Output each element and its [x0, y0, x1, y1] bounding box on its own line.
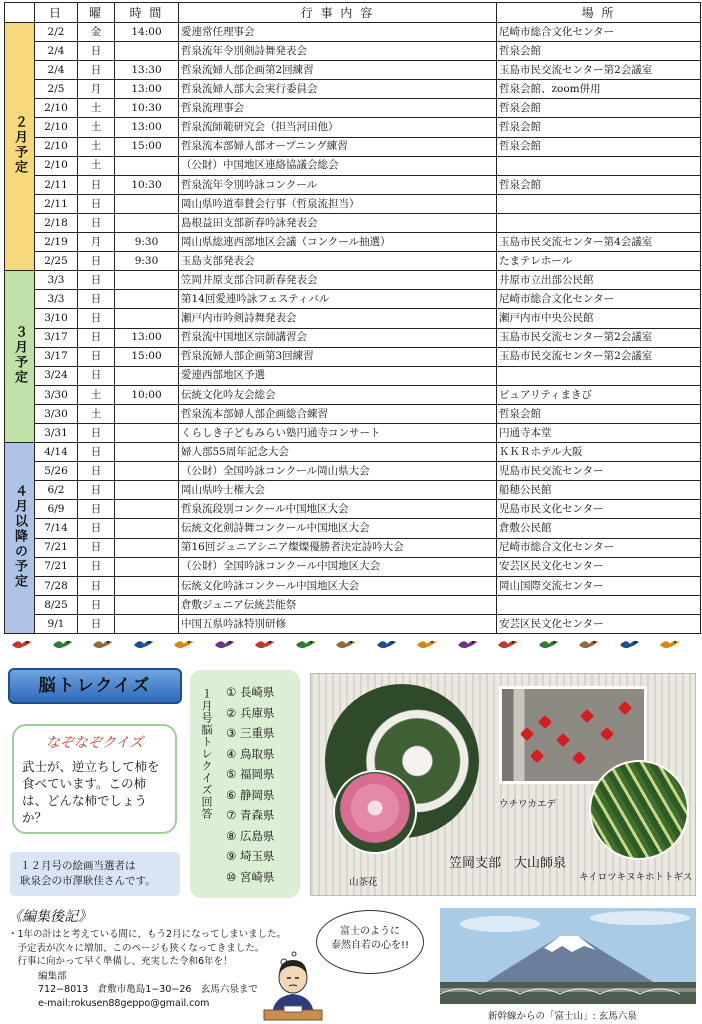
place-cell: 尼崎市総合文化センター: [497, 23, 701, 42]
day-of-week-cell: 日: [78, 519, 115, 538]
winner-line-2: 耿泉会の市澤耿佳さんです。: [20, 875, 156, 887]
time-cell: 9:30: [115, 233, 179, 252]
place-cell: 玉島市民交流センター第4会議室: [497, 233, 701, 252]
schedule-row: [5, 213, 701, 232]
editor-address: 712−8013 倉敷市亀島1−30−26 玄馬六泉まで: [38, 984, 258, 995]
riddle-text: 武士が、逆立ちして柿を食べています。この柿は、どんな柿でしょうか？: [22, 759, 160, 825]
day-of-week-cell: 日: [78, 252, 115, 271]
bird-icon: [415, 636, 437, 652]
day-of-week-cell: 日: [78, 42, 115, 61]
bird-icon: [132, 636, 154, 652]
toad-lily-photo: [589, 760, 689, 860]
event-cell: 哲泉流中国地区宗師講習会: [179, 328, 497, 347]
date-cell: 3/17: [35, 347, 78, 366]
speech-bubble: [316, 910, 424, 974]
place-cell: 瀬戸内市中央公民館: [497, 309, 701, 328]
schedule-row: [5, 462, 701, 481]
place-cell: [497, 194, 701, 213]
maple-leaf-shape: [572, 751, 586, 765]
time-cell: [115, 309, 179, 328]
day-of-week-cell: 日: [78, 61, 115, 80]
schedule-row: [5, 614, 701, 633]
bird-icon: [577, 636, 599, 652]
date-cell: 7/21: [35, 538, 78, 557]
event-cell: 伝統文化吟友会総会: [179, 385, 497, 404]
schedule-row: [5, 156, 701, 175]
day-of-week-cell: 日: [78, 290, 115, 309]
event-cell: 哲泉流年令別吟詠コンクール: [179, 175, 497, 194]
place-cell: [497, 595, 701, 614]
date-cell: 2/5: [35, 80, 78, 99]
date-cell: 9/1: [35, 614, 78, 633]
bird-icon: [294, 636, 316, 652]
bubble-line-1: 富士のように: [340, 926, 400, 937]
schedule-row: [5, 500, 701, 519]
date-cell: 3/3: [35, 271, 78, 290]
header-place: 場 所: [497, 3, 701, 23]
schedule-row: [5, 80, 701, 99]
time-cell: [115, 443, 179, 462]
place-cell: ＫＫＲホテル大阪: [497, 443, 701, 462]
day-of-week-cell: 土: [78, 137, 115, 156]
answer-item: ⑦ 青森県: [226, 808, 275, 822]
day-of-week-cell: 日: [78, 309, 115, 328]
date-cell: 5/26: [35, 462, 78, 481]
afterword-text: ・1年の計はと考えている間に、もう2月になってしまいました。 予定表が次々に増加、このページも狭くなってきました。 行事に向かって早く準備し、充実した令和6年を！: [8, 929, 287, 967]
place-cell: [497, 366, 701, 385]
caption-camellia: 山茶花: [349, 877, 378, 888]
bird-icon: [51, 636, 73, 652]
event-cell: （公財）全国吟詠コンクール岡山県大会: [179, 462, 497, 481]
day-of-week-cell: 日: [78, 500, 115, 519]
time-cell: 14:00: [115, 23, 179, 42]
day-of-week-cell: 日: [78, 443, 115, 462]
place-cell: ピュアリティまきび: [497, 385, 701, 404]
day-of-week-cell: 日: [78, 614, 115, 633]
day-of-week-cell: 土: [78, 385, 115, 404]
header-event: 行 事 内 容: [179, 3, 497, 23]
answer-item: ⑧ 広島県: [226, 828, 275, 843]
day-of-week-cell: 日: [78, 423, 115, 442]
date-cell: 3/31: [35, 423, 78, 442]
afterword-title: 《編集後記》: [8, 909, 92, 925]
schedule-row: [5, 481, 701, 500]
day-of-week-cell: 日: [78, 462, 115, 481]
event-cell: 第16回ジュニアシニア燦燦優勝者決定詩吟大会: [179, 538, 497, 557]
winner-announcement: [10, 852, 180, 896]
date-cell: 2/10: [35, 156, 78, 175]
date-cell: 2/11: [35, 175, 78, 194]
answer-item: ③ 三重県: [226, 726, 275, 740]
answer-item: ⑩ 宮崎県: [226, 869, 275, 884]
event-cell: 笠岡井原支部合同新春発表会: [179, 271, 497, 290]
month-label-cell: [5, 271, 35, 443]
time-cell: 9:30: [115, 252, 179, 271]
place-cell: 玉島市民交流センター第2会議室: [497, 347, 701, 366]
time-cell: 13:00: [115, 80, 179, 99]
date-cell: 3/30: [35, 404, 78, 423]
place-cell: 井原市立出部公民館: [497, 271, 701, 290]
winner-line-1: １２月号の絵画当選者は: [20, 860, 136, 872]
event-cell: 第14回愛連吟詠フェスティバル: [179, 290, 497, 309]
date-cell: 2/10: [35, 118, 78, 137]
place-cell: 哲泉会館: [497, 42, 701, 61]
place-cell: [497, 156, 701, 175]
event-cell: 倉敷ジュニア伝統芸能祭: [179, 595, 497, 614]
time-cell: [115, 500, 179, 519]
schedule-header-row: [5, 3, 701, 23]
event-cell: 伝統文化吟詠コンクール中国地区大会: [179, 576, 497, 595]
time-cell: [115, 42, 179, 61]
bird-icon: [375, 636, 397, 652]
writing-man-illustration: [258, 936, 328, 1022]
event-cell: （公財）中国地区連絡協議会総会: [179, 156, 497, 175]
event-cell: 婦人部55周年記念大会: [179, 443, 497, 462]
event-cell: 岡山県総連西部地区会議（コンクール抽選）: [179, 233, 497, 252]
bird-icon: [537, 636, 559, 652]
date-cell: 8/25: [35, 595, 78, 614]
time-cell: [115, 519, 179, 538]
time-cell: [115, 290, 179, 309]
header-time: 時 間: [115, 3, 179, 23]
schedule-row: [5, 309, 701, 328]
answer-item: ② 兵庫県: [226, 705, 275, 720]
place-cell: 哲泉会館: [497, 137, 701, 156]
time-cell: 10:30: [115, 175, 179, 194]
month-label: ３月予定: [12, 325, 27, 386]
date-cell: 7/28: [35, 576, 78, 595]
day-of-week-cell: 金: [78, 23, 115, 42]
event-cell: 哲泉流本部婦人部企画総合練習: [179, 404, 497, 423]
time-cell: 13:00: [115, 328, 179, 347]
event-cell: 愛連西部地区予選: [179, 366, 497, 385]
place-cell: 船穂公民館: [497, 481, 701, 500]
schedule-body: [5, 23, 701, 634]
day-of-week-cell: 日: [78, 366, 115, 385]
answer-item: ⑥ 静岡県: [226, 787, 275, 802]
place-cell: 哲泉会館: [497, 404, 701, 423]
schedule-row: [5, 23, 701, 42]
header-date: 日: [35, 3, 78, 23]
place-cell: たまテレホール: [497, 252, 701, 271]
place-cell: 玉島市民交流センター第2会議室: [497, 328, 701, 347]
maple-leaf-shape: [520, 727, 534, 741]
schedule-row: [5, 194, 701, 213]
time-cell: [115, 271, 179, 290]
maple-leaf-shape: [530, 749, 544, 763]
time-cell: [115, 538, 179, 557]
day-of-week-cell: 日: [78, 328, 115, 347]
place-cell: 児島市民文化センター: [497, 500, 701, 519]
time-cell: [115, 194, 179, 213]
day-of-week-cell: 土: [78, 118, 115, 137]
place-cell: 尼崎市総合文化センター: [497, 290, 701, 309]
event-cell: 玉島支部発表会: [179, 252, 497, 271]
date-cell: 3/17: [35, 328, 78, 347]
fuji-caption: 新幹線からの「富士山」: 玄馬六泉: [488, 1011, 637, 1022]
place-cell: 玉島市民交流センター第2会議室: [497, 61, 701, 80]
time-cell: [115, 423, 179, 442]
time-cell: 13:00: [115, 118, 179, 137]
place-cell: 哲泉会館: [497, 175, 701, 194]
caption-maple: ウチワカエデ: [499, 799, 557, 810]
date-cell: 2/25: [35, 252, 78, 271]
place-cell: 児島市民交流センター: [497, 462, 701, 481]
day-of-week-cell: 日: [78, 213, 115, 232]
date-cell: 2/2: [35, 23, 78, 42]
event-cell: 愛連常任理事会: [179, 23, 497, 42]
bird-icon: [658, 636, 680, 652]
schedule-row: [5, 538, 701, 557]
schedule-row: [5, 385, 701, 404]
schedule-table: [4, 2, 701, 634]
editor-email[interactable]: e-mail:rokusen88geppo@gmail.com: [38, 997, 210, 1009]
schedule-row: [5, 233, 701, 252]
date-cell: 7/21: [35, 557, 78, 576]
date-cell: 2/11: [35, 194, 78, 213]
event-cell: 伝統文化剣詩舞コンクール中国地区大会: [179, 519, 497, 538]
date-cell: 3/10: [35, 309, 78, 328]
date-cell: 2/10: [35, 99, 78, 118]
date-cell: 2/10: [35, 137, 78, 156]
month-label-cell: [5, 23, 35, 271]
schedule-row: [5, 423, 701, 442]
mount-fuji-photo: [440, 908, 696, 1004]
header-day-of-week: 曜: [78, 3, 115, 23]
answer-item: ⑨ 埼玉県: [226, 849, 275, 863]
event-cell: 哲泉流師範研究会（担当河田他）: [179, 118, 497, 137]
quiz-answers-box: [190, 670, 300, 898]
day-of-week-cell: 日: [78, 194, 115, 213]
day-of-week-cell: 土: [78, 156, 115, 175]
time-cell: [115, 213, 179, 232]
place-cell: 岡山国際交流センター: [497, 576, 701, 595]
bird-icon: [91, 636, 113, 652]
time-cell: 15:00: [115, 137, 179, 156]
place-cell: 安芸区民文化センター: [497, 557, 701, 576]
event-cell: 哲泉流段別コンクール中国地区大会: [179, 500, 497, 519]
event-cell: 中国五県吟詠特別研修: [179, 614, 497, 633]
time-cell: 10:30: [115, 99, 179, 118]
bird-icon: [10, 636, 32, 652]
maple-leaf-shape: [556, 733, 570, 747]
time-cell: [115, 156, 179, 175]
time-cell: [115, 595, 179, 614]
day-of-week-cell: 日: [78, 538, 115, 557]
quiz-title-banner: 脳トレクイズ: [8, 668, 182, 704]
date-cell: 4/14: [35, 443, 78, 462]
event-cell: 哲泉流婦人部企画第3回練習: [179, 347, 497, 366]
time-cell: [115, 557, 179, 576]
time-cell: 10:00: [115, 385, 179, 404]
date-cell: 2/18: [35, 213, 78, 232]
time-cell: [115, 576, 179, 595]
answer-item: ⑤ 福岡県: [226, 767, 275, 781]
maple-leaf-shape: [600, 727, 614, 741]
answer-item: ④ 鳥取県: [226, 746, 275, 761]
date-cell: 3/24: [35, 366, 78, 385]
event-cell: 瀬戸内市吟剣詩舞発表会: [179, 309, 497, 328]
place-cell: 安芸区民文化センター: [497, 614, 701, 633]
bird-icon: [496, 636, 518, 652]
event-cell: くらしき子どもみらい塾円通寺コンサート: [179, 423, 497, 442]
schedule-row: [5, 366, 701, 385]
date-cell: 6/2: [35, 481, 78, 500]
event-cell: 哲泉流理事会: [179, 99, 497, 118]
caption-toad-lily: キイロツキヌキホトトギス: [579, 872, 693, 883]
date-cell: 3/3: [35, 290, 78, 309]
place-cell: [497, 213, 701, 232]
time-cell: [115, 366, 179, 385]
month-label: ２月予定: [12, 115, 27, 176]
place-cell: 円通寺本堂: [497, 423, 701, 442]
time-cell: [115, 404, 179, 423]
schedule-row: [5, 175, 701, 194]
schedule-row: [5, 519, 701, 538]
event-cell: 岡山県吟道奉賛会行事（哲泉流担当）: [179, 194, 497, 213]
schedule-row: [5, 290, 701, 309]
schedule-row: [5, 61, 701, 80]
event-cell: 岡山県吟士権大会: [179, 481, 497, 500]
event-cell: （公財）全国吟詠コンクール中国地区大会: [179, 557, 497, 576]
day-of-week-cell: 日: [78, 595, 115, 614]
event-cell: 哲泉流本部婦人部オープニング練習: [179, 137, 497, 156]
day-of-week-cell: 月: [78, 233, 115, 252]
day-of-week-cell: 土: [78, 99, 115, 118]
maple-leaf-shape: [580, 709, 594, 723]
schedule-row: [5, 271, 701, 290]
bubble-line-2: 泰然自若の心を!!: [330, 940, 410, 951]
time-cell: [115, 462, 179, 481]
bird-decoration-band: [0, 632, 702, 658]
day-of-week-cell: 日: [78, 347, 115, 366]
bird-icon: [253, 636, 275, 652]
schedule-row: [5, 347, 701, 366]
time-cell: 13:30: [115, 61, 179, 80]
schedule-row: [5, 99, 701, 118]
schedule-row: [5, 118, 701, 137]
day-of-week-cell: 日: [78, 175, 115, 194]
answer-item: ① 長崎県: [226, 685, 275, 699]
time-cell: 15:00: [115, 347, 179, 366]
bird-icon: [456, 636, 478, 652]
maple-leaf-shape: [618, 701, 632, 715]
day-of-week-cell: 日: [78, 271, 115, 290]
schedule-row: [5, 443, 701, 462]
day-of-week-cell: 土: [78, 404, 115, 423]
schedule-row: [5, 252, 701, 271]
place-cell: 倉敷公民館: [497, 519, 701, 538]
bird-icon: [213, 636, 235, 652]
riddle-title: なぞなぞクイズ: [45, 735, 144, 751]
bird-icon: [334, 636, 356, 652]
schedule-row: [5, 576, 701, 595]
bird-icon: [172, 636, 194, 652]
schedule-row: [5, 42, 701, 61]
event-cell: 哲泉流年令別剣詩舞発表会: [179, 42, 497, 61]
day-of-week-cell: 日: [78, 481, 115, 500]
date-cell: 2/4: [35, 61, 78, 80]
flower-photo-collage: [310, 673, 696, 896]
day-of-week-cell: 月: [78, 80, 115, 99]
bird-icon: [618, 636, 640, 652]
date-cell: 3/30: [35, 385, 78, 404]
schedule-row: [5, 404, 701, 423]
answers-heading: １月号脳トレクイズ回答: [200, 688, 213, 820]
camellia-photo-pink: [333, 770, 417, 854]
event-cell: 哲泉流婦人部大会実行委員会: [179, 80, 497, 99]
date-cell: 6/9: [35, 500, 78, 519]
schedule-row: [5, 328, 701, 347]
day-of-week-cell: 日: [78, 576, 115, 595]
photo-credit: 笠岡支部 大山師泉: [449, 856, 567, 871]
schedule-row: [5, 595, 701, 614]
month-label-cell: [5, 443, 35, 634]
place-cell: 哲泉会館: [497, 118, 701, 137]
riddle-box: [12, 724, 177, 834]
place-cell: 哲泉会館: [497, 99, 701, 118]
event-cell: 島根益田支部新春吟詠発表会: [179, 213, 497, 232]
time-cell: [115, 481, 179, 500]
event-cell: 哲泉流婦人部企画第2回練習: [179, 61, 497, 80]
date-cell: 7/14: [35, 519, 78, 538]
place-cell: 尼崎市総合文化センター: [497, 538, 701, 557]
date-cell: 2/19: [35, 233, 78, 252]
date-cell: 2/4: [35, 42, 78, 61]
time-cell: [115, 614, 179, 633]
schedule-row: [5, 137, 701, 156]
header-month: [5, 3, 35, 23]
editor-label: 編集部: [38, 970, 67, 982]
answers-list: [226, 682, 274, 887]
maple-leaf-shape: [538, 715, 552, 729]
schedule-row: [5, 557, 701, 576]
month-label: ４月以降の予定: [12, 484, 27, 590]
day-of-week-cell: 日: [78, 557, 115, 576]
place-cell: 哲泉会館、zoom併用: [497, 80, 701, 99]
